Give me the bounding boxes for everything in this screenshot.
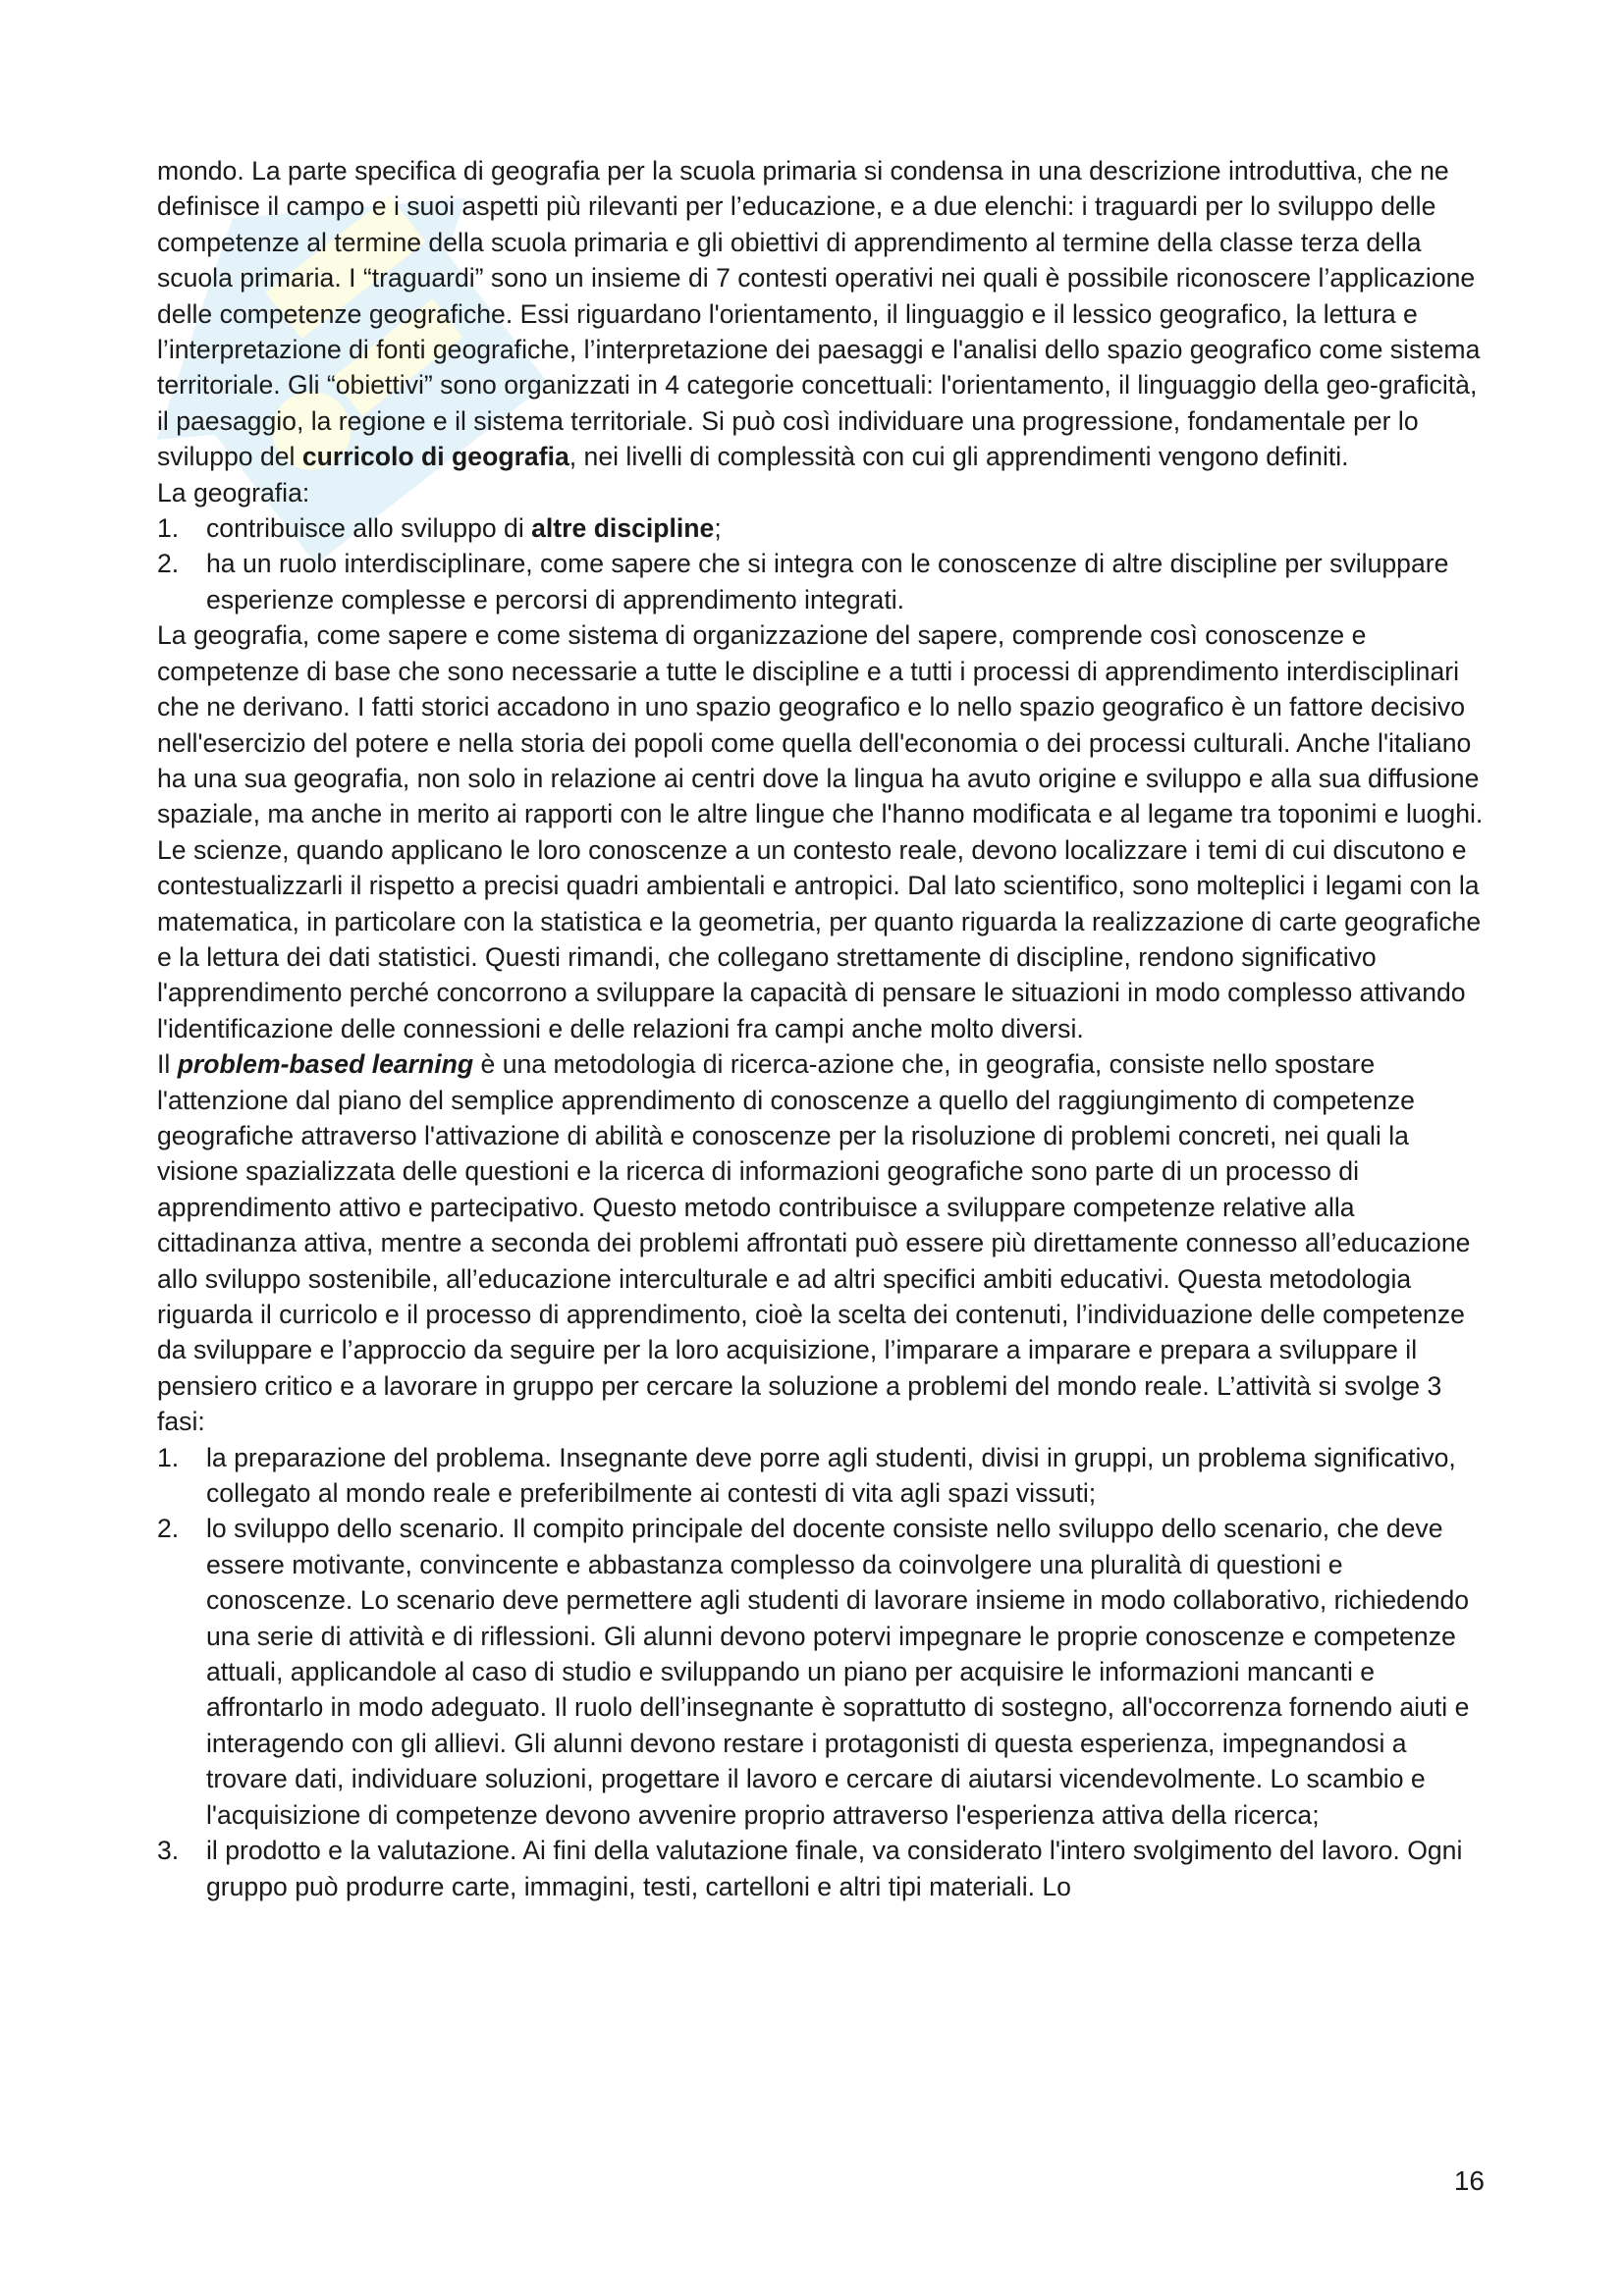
list-item: 3. il prodotto e la valutazione. Ai fini della valutazione finale, va considerato l'intero svolgimento del lavoro. Ogni gruppo può produrre carte, immagini, testi, cartelloni e altri tipi materiali. Lo — [157, 1836, 1463, 1901]
list-fasi-attivita — [157, 1440, 1485, 1904]
list-item: 1. la preparazione del problema. Insegnante deve porre agli studenti, divisi in gruppi, un problema significativo, collegato al mondo reale e preferibilmente ai contesti di vita agli spazi vissuti; — [157, 1442, 1456, 1509]
paragraph-problem-based-learning: Il problem-based learning è una metodologia di ricerca-azione che, in geografia, consiste nello spostare l'attenzione dal piano del semplice apprendimento di conoscenze a quello del raggiungimento di competenze geografiche attraverso l'attivazione di abilità e conoscenze per la risoluzione di problemi concreti, nei quali la visione spazializzata delle questioni e la ricerca di informazioni geografiche sono parte di un processo di apprendimento attivo e partecipativo. Questo metodo contribuisce a sviluppare competenze relative alla cittadinanza attiva, mentre a seconda dei problemi affrontati può essere più direttamente connesso all’educazione allo sviluppo sostenibile, all’educazione interculturale e ad altri specifici ambiti educativi. Questa metodologia riguarda il curricolo e il processo di apprendimento, cioè la scelta dei contenuti, l’individuazione delle competenze da sviluppare e l’approccio da seguire per la loro acquisizione, l’imparare a imparare e prepara a sviluppare il pensiero critico e a lavorare in gruppo per cercare la soluzione a problemi del mondo reale. L’attività si svolge 3 fasi: — [157, 1049, 1471, 1437]
list-item: 2. lo sviluppo dello scenario. Il compito principale del docente consiste nello sviluppo dello scenario, che deve essere motivante, convincente e abbastanza complesso da coinvolgere una pluralità di questioni e conoscenze. Lo scenario deve permettere agli studenti di lavorare insieme in modo collaborativo, richiedendo una serie di attività e di riflessioni. Gli alunni devono potervi impegnare le proprie conoscenze e competenze attuali, applicandole al caso di studio e sviluppando un piano per acquisire le informazioni mancanti e affrontarlo in modo adeguato. Il ruolo dell’insegnante è soprattutto di sostegno, all'occorrenza fornendo aiuti e interagendo con gli allievi. Gli alunni devono restare i protagonisti di questa esperienza, impegnandosi a trovare dati, individuare soluzioni, progettare il lavoro e cercare di aiutarsi vicendevolmente. Lo scambio e l'acquisizione di competenze devono avvenire proprio attraverso l'esperienza attiva della ricerca; — [157, 1514, 1470, 1830]
paragraph-geografia-primaria: mondo. La parte specifica di geografia per la scuola primaria si condensa in una descrizione introduttiva, che ne definisce il campo e i suoi aspetti più rilevanti per l’educazione, e a due elenchi: i traguardi per lo sviluppo delle competenze al termine della scuola primaria e gli obiettivi di apprendimento al termine della classe terza della scuola primaria. I “traguardi” sono un insieme di 7 contesti operativi nei quali è possibile riconoscere l’applicazione delle competenze geografiche. Essi riguardano l'orientamento, il linguaggio e il lessico geografico, la lettura e l’interpretazione di fonti geografiche, l’interpretazione dei paesaggi e l'analisi dello spazio geografico come sistema territoriale. Gli “obiettivi” sono organizzati in 4 categorie concettuali: l'orientamento, il linguaggio della geo-graficità, il paesaggio, la regione e il sistema territoriale. Si può così individuare una progressione, fondamentale per lo sviluppo del curricolo di geografia, nei livelli di complessità con cui gli apprendimenti vengono definiti. — [157, 156, 1481, 472]
page-number: 16 — [1453, 2165, 1485, 2196]
paragraph-la-geografia: La geografia: — [157, 477, 310, 507]
bold-curricolo: curricolo di geografia — [301, 442, 569, 472]
document-body — [157, 153, 1485, 1904]
list-item: 2. ha un ruolo interdisciplinare, come sapere che si integra con le conoscenze di altre discipline per sviluppare esperienze complesse e percorsi di apprendimento integrati. — [157, 549, 1449, 614]
bold-altre-discipline: altre discipline — [531, 513, 715, 544]
paragraph-sapere-interdisciplinare: La geografia, come sapere e come sistema di organizzazione del sapere, comprende così conoscenze e competenze di base che sono necessarie a tutte le discipline e a tutti i processi di apprendimento interdisciplinari che ne derivano. I fatti storici accadono in uno spazio geografico e lo nello spazio geografico è un fattore decisivo nell'esercizio del potere e nella storia dei popoli come quella dell'economia o dei processi culturali. Anche l'italiano ha una sua geografia, non solo in relazione ai centri dove la lingua ha avuto origine e sviluppo e alla sua diffusione spaziale, ma anche in merito ai rapporti con le altre lingue che l'hanno modificata e al legame tra toponimi e luoghi. Le scienze, quando applicano le loro conoscenze a un contesto reale, devono localizzare i temi di cui discutono e contestualizzarli il rispetto a precisi quadri ambientali e antropici. Dal lato scientifico, sono molteplici i legami con la matematica, in particolare con la statistica e la geometria, per quanto riguarda la realizzazione di carte geografiche e la lettura dei dati statistici. Questi rimandi, che collegano strettamente di discipline, rendono significativo l'apprendimento perché concorrono a sviluppare la capacità di pensare le situazioni in modo complesso attivando l'identificazione delle connessioni e delle relazioni fra campi anche molto diversi. — [157, 620, 1484, 1043]
bold-italic-problem-based-learning: problem-based learning — [177, 1049, 474, 1080]
list-ruoli-geografia — [157, 510, 1485, 617]
list-item: 1. contribuisce allo sviluppo di altre discipline; — [157, 513, 722, 544]
